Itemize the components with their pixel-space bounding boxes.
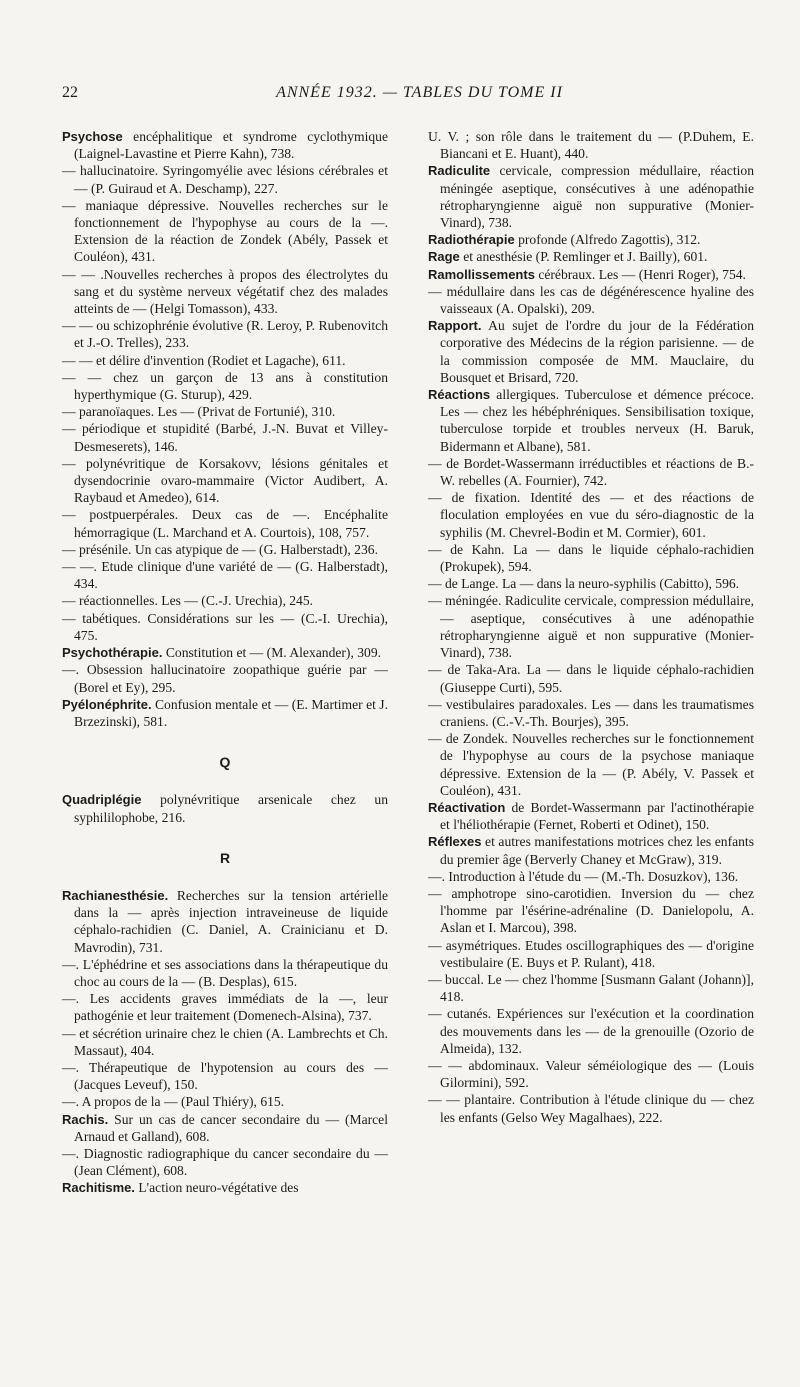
entry-text: et autres manifestations motrices chez les enfants du premier âge (Berverly Chaney et McGraw), 319. xyxy=(440,834,754,867)
entry-text: — méningée. Radiculite cervicale, compression médullaire, — aseptique, consécutives à une adénopathie rétropharyngienne aiguë et non suppurative (Monier-Vinard), 738. xyxy=(428,593,754,661)
index-entry xyxy=(428,868,754,885)
right-column xyxy=(428,128,754,1126)
entry-text: — — chez un garçon de 13 ans à constitution hyperthymique (G. Sturup), 429. xyxy=(62,369,388,403)
entry-text: cérébraux. Les — (Henri Roger), 754. xyxy=(534,266,746,282)
entry-text: Confusion mentale et — (E. Martimer et J. Brzezinski), 581. xyxy=(74,696,388,729)
entry-text: U. V. ; son rôle dans le traitement du — (P.Duhem, E. Biancani et E. Huant), 440. xyxy=(428,129,754,162)
entry-text: — amphotrope sino-carotidien. Inversion du — chez l'homme par l'ésérine-adrénaline (D. Danielopolu, A. Aslan et I. Marcou), 398. xyxy=(428,885,754,936)
entry-text: — de Taka-Ara. La — dans le liquide céphalo-rachidien (Giuseppe Curti), 595. xyxy=(428,662,754,695)
index-entry xyxy=(62,317,388,351)
entry-text: — tabétiques. Considérations sur les — (C.-I. Urechia), 475. xyxy=(62,610,388,643)
entry-keyword: Quadriplégie xyxy=(62,792,142,808)
entry-keyword: Rachis. xyxy=(62,1111,109,1127)
index-entry xyxy=(428,696,754,730)
entry-text: —. L'éphédrine et ses associations dans la thérapeutique du choc au cours de la — (B. Desplas), 615. xyxy=(62,956,388,989)
index-entry xyxy=(62,1145,388,1179)
entry-text: encéphalitique et syndrome cyclothymique (Laignel-Lavastine et Pierre Kahn), 738. xyxy=(74,129,388,162)
entry-text: — de Kahn. La — dans le liquide céphalo-rachidien (Prokupek), 594. xyxy=(428,541,754,575)
entry-text: cervicale, compression médullaire, réaction méningée aseptique, consécutives à une adénopathie rétropharyngienne aiguë non suppurative (Monier-Vinard), 738. xyxy=(440,163,754,231)
index-entry xyxy=(62,197,388,266)
section-letter: Q xyxy=(219,754,231,771)
index-entry xyxy=(62,661,388,695)
entry-text: et anesthésie (P. Remlinger et J. Bailly), 601. xyxy=(459,249,708,265)
entry-text: — — ou schizophrénie évolutive (R. Leroy, P. Rubenovitch et J.-O. Trelles), 233. xyxy=(62,318,388,351)
left-column xyxy=(62,128,388,1197)
entry-text: Sur un cas de cancer secondaire du — (Marcel Arnaud et Galland), 608. xyxy=(74,1111,388,1144)
index-entry xyxy=(62,558,388,592)
entry-text: — de fixation. Identité des — et des réactions de floculation employées en vue du séro-diagnostic de la syphilis (M. Chevrel-Bodin et M. Cormier), 601. xyxy=(428,490,754,540)
index-entry xyxy=(62,1111,388,1145)
entry-text: — maniaque dépressive. Nouvelles recherches sur le fonctionnement de l'hypophyse au cours de la —. Extension de la réaction de Zondek (Abély, Passek et Couléon), 431. xyxy=(62,197,388,265)
index-entry xyxy=(428,1005,754,1057)
index-entry xyxy=(62,1179,388,1196)
index-entry xyxy=(428,248,754,265)
entry-text: Recherches sur la tension artérielle dans la — après injection intraveineuse de liquide céphalo-rachidien (C. Daniel, A. Crainicianu et D. Mavrodin), 731. xyxy=(74,887,388,955)
entry-text: profonde (Alfredo Zagottis), 312. xyxy=(514,232,701,248)
entry-keyword: Radiothérapie xyxy=(428,232,515,248)
entry-text: Constitution et — (M. Alexander), 309. xyxy=(162,645,382,661)
entry-text: — — abdominaux. Valeur séméiologique des — (Louis Gilormini), 592. xyxy=(428,1057,754,1091)
entry-text: — périodique et stupidité (Barbé, J.-N. Buvat et Villey-Desmeserets), 146. xyxy=(62,421,388,454)
entry-keyword: Ramollissements xyxy=(428,266,535,282)
entry-keyword: Réactivation xyxy=(428,799,506,815)
entry-text: de Bordet-Wassermann par l'actinothérapie et l'héliothérapie (Fernet, Roberti et Odinet), 150. xyxy=(440,799,754,833)
index-entry xyxy=(62,369,388,403)
index-entry xyxy=(428,283,754,317)
entry-text: — médullaire dans les cas de dégénérescence hyaline des vaisseaux (A. Opalski), 209. xyxy=(428,283,754,317)
entry-text: — et sécrétion urinaire chez le chien (A. Lambrechts et Ch. Massaut), 404. xyxy=(62,1025,388,1058)
entry-text: —. Diagnostic radiographique du cancer secondaire du — (Jean Clément), 608. xyxy=(62,1145,388,1179)
index-entry xyxy=(62,990,388,1024)
index-entry xyxy=(428,128,754,162)
entry-keyword: Pyélonéphrite. xyxy=(62,696,152,712)
page-header xyxy=(62,84,777,108)
index-entry xyxy=(428,489,754,541)
index-entry xyxy=(428,971,754,1005)
index-entry xyxy=(428,730,754,799)
index-entry xyxy=(62,455,388,507)
index-entry xyxy=(428,386,754,455)
entry-text: —. Introduction à l'étude du — (M.-Th. Dosuzkov), 136. xyxy=(428,868,739,884)
entry-text: —. Obsession hallucinatoire zoopathique guérie par — (Borel et Ey), 295. xyxy=(62,662,388,695)
entry-text: —. A propos de la — (Paul Thiéry), 615. xyxy=(62,1094,285,1110)
entry-keyword: Psychothérapie. xyxy=(62,645,163,661)
entry-text: allergiques. Tuberculose et démence précoce. Les — chez les hébéphréniques. Sensibilisation toxique, tuberculose torpide et troubles nerveux (H. Baruk, Bidermann et Albane), 581. xyxy=(440,387,754,454)
entry-text: L'action neuro-végétative des xyxy=(134,1180,299,1196)
index-entry xyxy=(428,833,754,867)
entry-text: — de Bordet-Wassermann irréductibles et réactions de B.-W. rebelles (A. Fournier), 742. xyxy=(428,455,754,489)
index-entry xyxy=(62,352,388,369)
index-entry xyxy=(62,791,388,825)
entry-text: —. Les accidents graves immédiats de la —, leur pathogénie et leur traitement (Domenech-Alsina), 737. xyxy=(62,991,388,1024)
entry-keyword: Rachianesthésie. xyxy=(62,887,169,903)
entry-text: Au sujet de l'ordre du jour de la Fédération corporative des Médecins de la région parisienne. — de la commission composée de MM. Mauclaire, du Bousquet et Brisard, 720. xyxy=(440,318,754,385)
index-entry xyxy=(428,231,754,248)
index-entry xyxy=(62,403,388,420)
section-letter: R xyxy=(219,849,231,866)
entry-text: — de Lange. La — dans la neuro-syphilis (Cabitto), 596. xyxy=(428,576,740,592)
index-entry xyxy=(62,644,388,661)
index-entry xyxy=(62,506,388,540)
entry-text: — buccal. Le — chez l'homme [Susmann Galant (Johann)], 418. xyxy=(428,971,754,1005)
index-entry xyxy=(428,455,754,489)
index-entry xyxy=(428,575,754,592)
index-entry xyxy=(62,266,388,318)
entry-text: — —. Etude clinique d'une variété de — (G. Halberstadt), 434. xyxy=(62,559,388,592)
entry-text: — hallucinatoire. Syringomyélie avec lésions cérébrales et — (P. Guiraud et A. Deschamp), 227. xyxy=(62,163,388,196)
index-entry xyxy=(62,696,388,730)
entry-text: polynévritique arsenicale chez un syphililophobe, 216. xyxy=(74,792,388,825)
entry-text: — — plantaire. Contribution à l'étude clinique du — chez les enfants (Gelso Wey Magalhaes), 222. xyxy=(428,1092,754,1125)
index-entry xyxy=(62,887,388,956)
entry-text: — postpuerpérales. Deux cas de —. Encéphalite hémorragique (L. Marchand et A. Courtois), 108, 757. xyxy=(62,507,388,540)
index-entry xyxy=(428,1091,754,1125)
entry-text: — de Zondek. Nouvelles recherches sur le fonctionnement de l'hypophyse au cours de la psychose maniaque dépressive. Extension de la — (P. Abély, V. Passek et Couléon), 431. xyxy=(428,731,754,798)
entry-text: —. Thérapeutique de l'hypotension au cours des — (Jacques Leveuf), 150. xyxy=(62,1059,388,1093)
entry-keyword: Réactions xyxy=(428,387,491,403)
index-entry xyxy=(428,592,754,661)
entry-text: — cutanés. Expériences sur l'exécution et la coordination des mouvements dans les — de la grenouille (Ozorio de Almeida), 132. xyxy=(428,1006,754,1056)
running-title: ANNÉE 1932. — TABLES DU TOME II xyxy=(276,84,563,101)
entry-keyword: Radiculite xyxy=(428,163,491,179)
index-entry xyxy=(428,317,754,386)
index-entry xyxy=(428,162,754,231)
entry-text: — présénile. Un cas atypique de — (G. Halberstadt), 236. xyxy=(62,541,378,557)
index-entry xyxy=(428,885,754,937)
index-entry xyxy=(62,592,388,609)
entry-text: — — et délire d'invention (Rodiet et Lagache), 611. xyxy=(62,352,346,368)
entry-keyword: Rage xyxy=(428,249,460,265)
page-number: 22 xyxy=(62,84,78,101)
entry-text: — polynévritique de Korsakovv, lésions génitales et dysendocrinie ovaro-mammaire (Victor Audibert, A. Raybaud et Amedeo), 614. xyxy=(62,455,388,506)
index-entry xyxy=(428,541,754,575)
entry-keyword: Réflexes xyxy=(428,834,482,850)
index-entry xyxy=(62,610,388,644)
index-entry xyxy=(428,937,754,971)
index-entry xyxy=(428,266,754,283)
entry-text: — — .Nouvelles recherches à propos des électrolytes du sang et du système nerveux végétatif chez des malades atteints de — (Helgi Tomasson), 433. xyxy=(62,266,388,317)
index-entry xyxy=(62,1025,388,1059)
index-entry xyxy=(62,541,388,558)
entry-text: — réactionnelles. Les — (C.-J. Urechia), 245. xyxy=(62,593,314,609)
index-entry xyxy=(428,799,754,833)
index-entry xyxy=(62,1093,388,1110)
index-entry xyxy=(62,1059,388,1093)
entry-keyword: Rapport. xyxy=(428,318,482,334)
entry-text: — vestibulaires paradoxales. Les — dans les traumatismes craniens. (C.-V.-Th. Bourjes), 395. xyxy=(428,696,754,729)
index-entry xyxy=(62,956,388,990)
index-entry xyxy=(62,128,388,162)
index-entry xyxy=(62,420,388,454)
entry-keyword: Rachitisme. xyxy=(62,1180,135,1196)
index-entry xyxy=(428,1057,754,1091)
index-entry xyxy=(428,661,754,695)
entry-text: — paranoïaques. Les — (Privat de Fortunié), 310. xyxy=(62,404,336,420)
entry-keyword: Psychose xyxy=(62,129,123,144)
entry-text: — asymétriques. Etudes oscillographiques des — d'origine vestibulaire (E. Buys et P. Rulant), 418. xyxy=(428,937,754,970)
index-entry xyxy=(62,162,388,196)
